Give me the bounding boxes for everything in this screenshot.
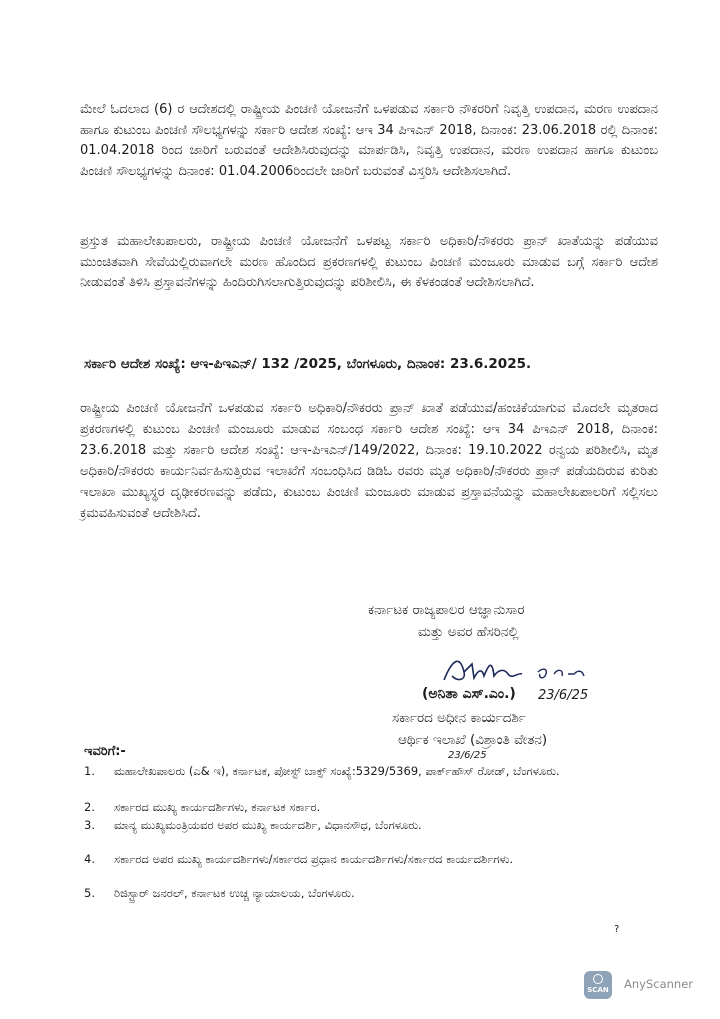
authority-line-2: ಮತ್ತು ಅವರ ಹೆಸರಿನಲ್ಲಿ <box>418 624 519 640</box>
stray-mark: ? <box>614 924 620 935</box>
authority-line-1: ಕರ್ನಾಟಕ ರಾಜ್ಯಪಾಲರ ಆಜ್ಞಾನುಸಾರ <box>368 602 525 618</box>
handwritten-date: 23/6/25 <box>538 688 589 703</box>
designation-line-2: ಆರ್ಥಿಕ ಇಲಾಖೆ (ವಿಶ್ರಾಂತಿ ವೇತನ) <box>398 732 548 748</box>
list-item-number: 2. <box>84 800 95 814</box>
scanner-app-name: AnyScanner <box>624 977 694 991</box>
order-paragraph: ರಾಷ್ಟ್ರೀಯ ಪಿಂಚಣಿ ಯೋಜನೆಗೆ ಒಳಪಡುವ ಸರ್ಕಾರಿ ಅಧಿಕಾರಿ/ನೌಕರರು ಪ್ರಾನ್ ಖಾತೆ ಪಡೆಯುವ/ಹಂಚಿಕೆಯಾಗುವ ಮೊದಲೇ ಮೃತರಾದ ಪ್ರಕರಣಗಳಲ್ಲಿ ಕುಟುಂಬ ಪಿಂಚಣಿ ಮಂಜೂರು ಮಾಡುವ ಸಂಬಂಧ ಸರ್ಕಾರಿ ಆದೇಶ ಸಂಖ್ಯೆ: ಆಇ 34 ಪಿಇಎನ್ 2018, ದಿನಾಂಕ: 23.6.2018 ಮತ್ತು ಸರ್ಕಾರಿ ಆದೇಶ ಸಂಖ್ಯೆ: ಆಇ-ಪಿಇಎನ್/149/2022, ದಿನಾಂಕ: 19.10.2022 ರನ್ವಯ ಪರಿಶೀಲಿಸಿ, ಮೃತ ಅಧಿಕಾರಿ/ನೌಕರರು ಕಾರ್ಯನಿರ್ವಹಿಸುತ್ತಿರುವ ಇಲಾಖೆಗೆ ಸಂಬಂಧಿಸಿದ ಡಿಡಿಓ ರವರು ಮೃತ ಅಧಿಕಾರಿ/ನೌಕರರು ಪ್ರಾನ್ ಪಡೆಯದಿರುವ ಕುರಿತು ಇಲಾಖಾ ಮುಖ್ಯಸ್ಥರ ದೃಢೀಕರಣವನ್ನು ಪಡೆದು, ಕುಟುಂಬ ಪಿಂಚಣಿ ಮಂಜೂರು ಮಾಡುವ ಪ್ರಸ್ತಾವನೆಯನ್ನು ಮಹಾಲೇಖಪಾಲರಿಗೆ ಸಲ್ಲಿಸಲು ಕ್ರಮವಹಿಸುವಂತೆ ಆದೇಶಿಸಿದೆ. <box>80 401 658 521</box>
body-paragraph-1: ಮೇಲೆ ಓದಲಾದ (6) ರ ಆದೇಶದಲ್ಲಿ ರಾಷ್ಟ್ರೀಯ ಪಿಂಚಣಿ ಯೋಜನೆಗೆ ಒಳಪಡುವ ಸರ್ಕಾರಿ ನೌಕರರಿಗೆ ನಿವೃತ್ತಿ ಉಪದಾನ, ಮರಣ ಉಪದಾನ ಹಾಗೂ ಕುಟುಂಬ ಪಿಂಚಣಿ ಸೌಲಭ್ಯಗಳನ್ನು ಸರ್ಕಾರಿ ಆದೇಶ ಸಂಖ್ಯೆ: ಆಇ 34 ಪಿಇಎನ್ 2018, ದಿನಾಂಕ: 23.06.2018 ರಲ್ಲಿ ದಿನಾಂಕ: 01.04.2018 ರಿಂದ ಜಾರಿಗೆ ಬರುವಂತೆ ಆದೇಶಿಸಿರುವುದನ್ನು ಮಾರ್ಪಡಿಸಿ, ನಿವೃತ್ತಿ ಉಪದಾನ, ಮರಣ ಉಪದಾನ ಹಾಗೂ ಕುಟುಂಬ ಪಿಂಚಣಿ ಸೌಲಭ್ಯಗಳನ್ನು ದಿನಾಂಕ: 01.04.2006ರಿಂದಲೇ ಜಾರಿಗೆ ಬರುವಂತೆ ವಿಸ್ತರಿಸಿ ಆದೇಶಿಸಲಾಗಿದೆ. <box>80 102 658 179</box>
scanner-watermark <box>584 971 704 1001</box>
list-item-text: ಸರ್ಕಾರದ ಮುಖ್ಯ ಕಾರ್ಯದರ್ಶಿಗಳು, ಕರ್ನಾಟಕ ಸರ್ಕಾರ. <box>114 800 321 814</box>
list-item-number: 1. <box>84 764 95 778</box>
list-item-text: ರಿಜಿಸ್ಟ್ರಾರ್ ಜನರಲ್, ಕರ್ನಾಟಕ ಉಚ್ಚ ನ್ಯಾಯಾಲಯ, ಬೆಂಗಳೂರು. <box>114 886 355 900</box>
scanner-icon <box>584 971 612 999</box>
scanner-badge-label: SCAN <box>587 986 609 994</box>
list-item-text: ಮಾನ್ಯ ಮುಖ್ಯಮಂತ್ರಿಯವರ ಅಪರ ಮುಖ್ಯ ಕಾರ್ಯದರ್ಶಿ, ವಿಧಾನಸೌಧ, ಬೆಂಗಳೂರು. <box>114 818 422 832</box>
list-item-number: 4. <box>84 852 95 866</box>
signatory-name: (ಅನಿತಾ ಎಸ್.ಎಂ.) <box>422 686 516 702</box>
copy-to-heading: ಇವರಿಗೆ:- <box>84 744 126 759</box>
handwritten-signature <box>438 650 598 690</box>
body-paragraph-2: ಪ್ರಸ್ತುತ ಮಹಾಲೇಖಪಾಲರು, ರಾಷ್ಟ್ರೀಯ ಪಿಂಚಣಿ ಯೋಜನೆಗೆ ಒಳಪಟ್ಟ ಸರ್ಕಾರಿ ಅಧಿಕಾರಿ/ನೌಕರರು ಪ್ರಾನ್ ಖಾತೆಯನ್ನು ಪಡೆಯುವ ಮುಂಚಿತವಾಗಿ ಸೇವೆಯಲ್ಲಿರುವಾಗಲೇ ಮರಣ ಹೊಂದಿದ ಪ್ರಕರಣಗಳಲ್ಲಿ ಕುಟುಂಬ ಪಿಂಚಣಿ ಮಂಜೂರು ಮಾಡುವ ಬಗ್ಗೆ ಸರ್ಕಾರಿ ಆದೇಶ ನೀಡುವಂತೆ ತಿಳಿಸಿ ಪ್ರಸ್ತಾವನೆಗಳನ್ನು ಹಿಂದಿರುಗಿಸಲಾಗುತ್ತಿರುವುದನ್ನು ಪರಿಶೀಲಿಸಿ, ಈ ಕೆಳಕಂಡಂತೆ ಆದೇಶಿಸಲಾಗಿದೆ. <box>80 234 658 290</box>
designation-line-1: ಸರ್ಕಾರದ ಅಧೀನ ಕಾರ್ಯದರ್ಶಿ <box>392 710 526 726</box>
handwritten-note: 23/6/25 <box>448 750 487 761</box>
list-item-text: ಮಹಾಲೇಖಪಾಲರು (ಎ& ಇ), ಕರ್ನಾಟಕ, ಪೋಸ್ಟ್ ಬಾಕ್ಸ್ ಸಂಖ್ಯೆ:5329/5369, ಪಾರ್ಕ್‌ಹೌಸ್ ರೋಡ್, ಬೆಂಗಳೂರು. <box>114 764 560 778</box>
order-number-line: ಸರ್ಕಾರಿ ಆದೇಶ ಸಂಖ್ಯೆ: ಆಇ-ಪಿಇಎನ್/ 132 /2025, ಬೆಂಗಳೂರು, ದಿನಾಂಕ: 23.6.2025. <box>84 356 532 372</box>
list-item-number: 3. <box>84 818 95 832</box>
list-item-text: ಸರ್ಕಾರದ ಅಪರ ಮುಖ್ಯ ಕಾರ್ಯದರ್ಶಿಗಳು/ಸರ್ಕಾರದ ಪ್ರಧಾನ ಕಾರ್ಯದರ್ಶಿಗಳು/ಸರ್ಕಾರದ ಕಾರ್ಯದರ್ಶಿಗಳು. <box>114 852 514 866</box>
list-item-number: 5. <box>84 886 95 900</box>
